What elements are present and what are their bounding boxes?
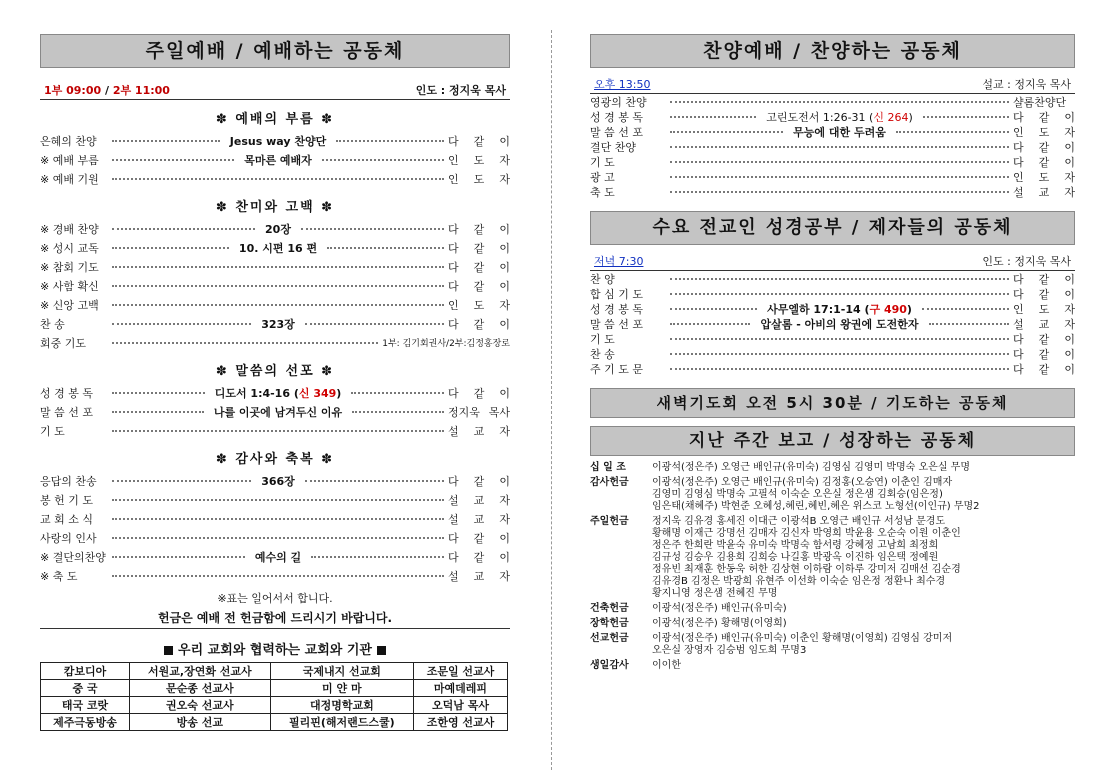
report-names [652, 516, 1075, 600]
order-label: 결단 찬양 [590, 140, 637, 154]
dot-leader [670, 293, 1009, 295]
sunday-column [40, 34, 510, 731]
report-names-line: 황해명 이재근 강명선 김매자 김신자 박영희 박윤용 오순숙 이원 이춘인 [652, 528, 961, 539]
report-banner: 지난 주간 보고 / 성장하는 공동체 [590, 426, 1075, 456]
order-content-end: ) [906, 302, 912, 316]
wednesday-leader: 인도 : 정지욱 목사 [982, 255, 1071, 268]
dot-leader [112, 266, 444, 268]
hymnal-number: 신 349 [298, 386, 337, 400]
order-person: 설 교 자 [1013, 185, 1075, 199]
order-row [40, 509, 510, 528]
report-category: 생일감사 [590, 660, 629, 671]
report-names [652, 618, 1075, 630]
partners-cell: 문순종 선교사 [130, 680, 271, 697]
time-separator: / [101, 84, 113, 97]
order-person: 정지욱 목사 [448, 405, 510, 419]
second-service-time: 2부 11:00 [112, 84, 170, 97]
order-row [590, 271, 1075, 286]
order-label: 교 회 소 식 [40, 512, 93, 526]
report-category: 건축헌금 [590, 603, 629, 614]
order-person: 인 도 자 [448, 172, 510, 186]
order-person: 다 같 이 [1013, 272, 1075, 286]
dot-leader [112, 518, 444, 520]
order-person: 다 같 이 [448, 550, 510, 564]
order-label: 기 도 [590, 155, 615, 169]
report-category: 장학헌금 [590, 618, 629, 629]
order-content [233, 240, 323, 256]
order-person: 다 같 이 [448, 531, 510, 545]
partners-title [40, 639, 510, 658]
partners-title-text: 우리 교회와 협력하는 교회와 기관 [178, 643, 372, 658]
order-label: 합 심 기 도 [590, 287, 643, 301]
order-row [590, 184, 1075, 199]
dot-leader [327, 247, 444, 249]
partners-cell: 방송 선교 [130, 714, 271, 731]
section-heading: ✽ 찬미와 고백 ✽ [215, 200, 335, 215]
dot-leader [929, 323, 1009, 325]
report-entry [590, 603, 1075, 615]
report-names [652, 660, 1075, 672]
dot-leader [670, 338, 1009, 340]
dot-leader [670, 161, 1009, 163]
report-names [652, 462, 1075, 474]
dot-leader [336, 140, 444, 142]
order-content [754, 316, 924, 332]
order-content-text: 366장 [261, 474, 295, 488]
hymnal-number: 구 490 [869, 302, 907, 316]
order-content-text: Jesus way 찬양단 [229, 134, 327, 148]
order-content-text: 디도서 1:4-16 ( [214, 386, 299, 400]
order-label: 찬 양 [590, 272, 615, 286]
order-content [787, 124, 892, 140]
order-row [40, 421, 510, 440]
report-entry [590, 618, 1075, 630]
report-names-line: 임은태(채혜주) 박현준 오혜성,혜린,혜빈,혜은 위스코 노형선(이인규) 무명2 [652, 501, 980, 512]
sunday-leader: 인도 : 정지욱 목사 [415, 84, 506, 97]
dot-leader [670, 146, 1009, 148]
order-person: 인 도 자 [448, 298, 510, 312]
order-person: 다 같 이 [448, 260, 510, 274]
section-heading: ✽ 예배의 부름 ✽ [215, 112, 335, 127]
order-person: 다 같 이 [1013, 155, 1075, 169]
offering-note: 헌금은 예배 전 헌금함에 드리시기 바랍니다. [40, 609, 510, 629]
order-person: 설 교 자 [448, 424, 510, 438]
dot-leader [112, 575, 444, 577]
order-content-text: 10. 시편 16 편 [238, 241, 318, 255]
partners-row [41, 680, 508, 697]
report-names-line: 황지니영 정은샘 전혜진 무명 [652, 588, 778, 599]
dot-leader [112, 247, 229, 249]
partners-cell: 제주극동방송 [41, 714, 130, 731]
order-row [590, 301, 1075, 316]
fold-divider [551, 30, 552, 770]
order-row [40, 383, 510, 402]
partners-cell: 조문일 선교사 [413, 663, 507, 680]
section-heading: ✽ 말씀의 선포 ✽ [215, 364, 335, 379]
partners-cell: 오덕남 목사 [413, 697, 507, 714]
order-content-text: 무능에 대한 두려움 [793, 125, 886, 139]
order-label: 은혜의 찬양 [40, 134, 97, 148]
order-row [40, 547, 510, 566]
order-label: ※ 예배 기원 [40, 172, 99, 186]
order-row [590, 361, 1075, 376]
order-content-text: 323장 [261, 317, 295, 331]
partners-cell: 마예데레피 [413, 680, 507, 697]
order-content-text: 압살롬 - 아비의 왕권에 도전한자 [760, 317, 919, 331]
dot-leader [351, 392, 444, 394]
order-label: ※ 예배 부름 [40, 153, 99, 167]
order-label: ※ 결단의찬양 [40, 550, 106, 564]
order-content [224, 133, 332, 149]
dot-leader [112, 411, 204, 413]
dot-leader [112, 140, 220, 142]
dot-leader [670, 308, 757, 310]
dot-leader [112, 285, 444, 287]
order-row [40, 276, 510, 295]
order-content-text: 목마른 예배자 [244, 153, 312, 167]
dot-leader [112, 342, 378, 344]
order-row [590, 346, 1075, 361]
order-content [238, 152, 318, 168]
order-row [40, 566, 510, 585]
order-label: 말 씀 선 포 [590, 317, 643, 331]
order-content [249, 549, 307, 565]
praise-banner: 찬양예배 / 찬양하는 공동체 [590, 34, 1075, 68]
dawn-prayer-banner: 새벽기도회 오전 5시 30분 / 기도하는 공동체 [590, 388, 1075, 418]
order-row [590, 286, 1075, 301]
dot-leader [112, 499, 444, 501]
dot-leader [301, 228, 444, 230]
report-entry [590, 633, 1075, 657]
order-content-text: 고린도전서 1:26-31 ( [766, 110, 874, 124]
order-label: 성 경 봉 독 [590, 302, 643, 316]
order-person: 샬롬찬양단 [1013, 95, 1067, 109]
dot-leader [112, 480, 251, 482]
order-label: 기 도 [40, 424, 65, 438]
order-person: 다 같 이 [448, 241, 511, 255]
praise-preacher: 설교 : 정지욱 목사 [982, 78, 1071, 91]
dot-leader [923, 116, 1009, 118]
dot-leader [112, 323, 251, 325]
order-label: 말 씀 선 포 [590, 125, 643, 139]
order-person: 다 같 이 [448, 222, 510, 236]
dot-leader [352, 411, 444, 413]
partners-cell: 서원교,장연화 선교사 [130, 663, 271, 680]
order-row [40, 490, 510, 509]
square-bullet-icon [377, 646, 386, 655]
report-names [652, 477, 1075, 513]
dot-leader [311, 556, 444, 558]
report-category: 십 일 조 [590, 462, 626, 473]
order-person: 인 도 자 [1013, 170, 1075, 184]
order-person: 다 같 이 [448, 279, 510, 293]
order-person: 1부: 김기회권사/2부:김정홍장로 [382, 339, 510, 349]
dot-leader [670, 368, 1009, 370]
dot-leader [322, 159, 444, 161]
order-label: 봉 헌 기 도 [40, 493, 93, 507]
order-row [590, 331, 1075, 346]
report-names-line: 이광석(정은주) 오영근 배인규(유미숙) 김영심 김영미 박명숙 오은실 무명 [652, 462, 970, 473]
dot-leader [112, 556, 245, 558]
order-row [40, 150, 510, 169]
order-label: 성 경 봉 독 [40, 386, 93, 400]
report-names-line: 정지욱 김유경 홍세진 이대근 이광석B 오영근 배인규 서성남 문경도 [652, 516, 946, 527]
order-row [40, 257, 510, 276]
partners-row [41, 697, 508, 714]
praise-time: 오후 13:50 [594, 78, 651, 91]
order-row [40, 528, 510, 547]
order-row [40, 471, 510, 490]
order-label: 축 도 [590, 185, 615, 199]
order-row [40, 169, 510, 188]
order-person: 다 같 이 [1013, 347, 1075, 361]
report-names [652, 633, 1075, 657]
order-row [590, 139, 1075, 154]
praise-info-line [590, 76, 1075, 94]
report-category: 선교헌금 [590, 633, 629, 644]
order-person: 다 같 이 [448, 134, 510, 148]
report-names-line: 오은실 장영자 김승범 임도희 무명3 [652, 645, 807, 656]
order-label: 영광의 찬양 [590, 95, 647, 109]
dot-leader [112, 159, 234, 161]
partners-cell: 권오숙 선교사 [130, 697, 271, 714]
dot-leader [305, 323, 444, 325]
order-label: ※ 신앙 고백 [40, 298, 99, 312]
dot-leader [670, 278, 1009, 280]
praise-order-of-service [590, 94, 1075, 199]
order-person: 다 같 이 [1013, 287, 1075, 301]
report-names-line: 김영미 김영심 박명숙 고필석 이숙순 오은실 정은샘 김회승(임은정) [652, 489, 943, 500]
order-row [40, 295, 510, 314]
partners-table [40, 662, 508, 731]
partners-cell: 조한영 선교사 [413, 714, 507, 731]
report-names-line: 이광석(정은주) 배인규(유미숙) 이춘인 황해명(이영희) 김영심 강미저 [652, 633, 953, 644]
order-row [40, 333, 510, 352]
report-names-line: 이광석(정은주) 배인규(유미숙) [652, 603, 787, 614]
order-label: ※ 성시 교독 [40, 241, 99, 255]
order-person: 설 교 자 [448, 512, 510, 526]
order-content [761, 301, 918, 317]
sunday-info-line [40, 82, 510, 100]
report-entry [590, 660, 1075, 672]
dot-leader [305, 480, 444, 482]
dot-leader [896, 131, 1009, 133]
order-person: 다 같 이 [1013, 332, 1075, 346]
order-label: ※ 사함 확신 [40, 279, 99, 293]
order-person: 설 교 자 [448, 493, 510, 507]
order-label: 성 경 봉 독 [590, 110, 643, 124]
report-names-line: 김유경B 김정은 박광희 유현주 이선화 이숙순 임은정 정환나 최수경 [652, 576, 946, 587]
order-content [208, 404, 348, 420]
order-label: 말 씀 선 포 [40, 405, 93, 419]
order-label: ※ 경배 찬양 [40, 222, 99, 236]
weekly-report [590, 462, 1075, 672]
wednesday-order-of-service [590, 271, 1075, 376]
dot-leader [670, 353, 1009, 355]
order-person: 설 교 자 [1013, 317, 1075, 331]
report-names-line: 김규성 김승우 김용희 김희승 나길홍 박광옥 이진하 임은택 정예원 [652, 552, 939, 563]
dot-leader [112, 178, 444, 180]
report-names-line: 이광석(정은주) 황해명(이영희) [652, 618, 787, 629]
partners-cell: 국제내지 선교회 [270, 663, 413, 680]
order-content [760, 109, 919, 125]
order-person: 다 같 이 [1013, 110, 1076, 124]
order-row [590, 109, 1075, 124]
order-label: 광 고 [590, 170, 615, 184]
order-person: 인 도 자 [1013, 302, 1076, 316]
order-row [40, 131, 510, 150]
wednesday-banner: 수요 전교인 성경공부 / 제자들의 공동체 [590, 211, 1075, 245]
wednesday-info-line [590, 253, 1075, 271]
order-label: 찬 송 [40, 317, 65, 331]
wednesday-time: 저녁 7:30 [594, 255, 644, 268]
partners-cell: 필리핀(해저랜드스쿨) [270, 714, 413, 731]
order-row [590, 316, 1075, 331]
square-bullet-icon [164, 646, 173, 655]
order-content-text: 20장 [265, 222, 291, 236]
order-label: 사랑의 인사 [40, 531, 97, 545]
order-person: 다 같 이 [1013, 140, 1075, 154]
order-content-text: 예수의 길 [254, 550, 302, 564]
dot-leader [112, 304, 444, 306]
report-category: 주일헌금 [590, 516, 629, 527]
dot-leader [670, 116, 756, 118]
report-names-line: 정유빈 최재훈 한동욱 허한 김상현 이하람 이하루 강미저 김매선 김순경 [652, 564, 961, 575]
order-content [259, 221, 297, 237]
report-names [652, 603, 1075, 615]
section-heading: ✽ 감사와 축복 ✽ [215, 452, 335, 467]
partners-cell: 태국 코랏 [41, 697, 130, 714]
report-names-line: 이이한 [652, 660, 681, 671]
order-person: 인 도 자 [448, 153, 510, 167]
report-entry [590, 462, 1075, 474]
dot-leader [112, 430, 444, 432]
order-person: 다 같 이 [1013, 362, 1075, 376]
order-label: 주 기 도 문 [590, 362, 643, 376]
order-row [590, 94, 1075, 109]
right-column [590, 34, 1075, 675]
order-row [590, 154, 1075, 169]
order-person: 다 같 이 [448, 474, 510, 488]
dot-leader [112, 228, 255, 230]
order-row [40, 314, 510, 333]
dot-leader [112, 392, 205, 394]
order-label: 응답의 찬송 [40, 474, 97, 488]
order-label: ※ 참회 기도 [40, 260, 99, 274]
order-label: 회중 기도 [40, 336, 87, 350]
order-row [40, 238, 510, 257]
dot-leader [670, 101, 1009, 103]
order-content-text: 사무엘하 17:1-14 ( [767, 302, 870, 316]
order-row [40, 219, 510, 238]
dot-leader [670, 176, 1009, 178]
order-person: 인 도 자 [1013, 125, 1076, 139]
order-label: ※ 축 도 [40, 569, 78, 583]
order-person: 설 교 자 [448, 569, 510, 583]
report-entry [590, 477, 1075, 513]
order-row [590, 169, 1075, 184]
partners-cell: 대정명학교회 [270, 697, 413, 714]
order-row [590, 124, 1075, 139]
report-names-line: 정은주 한희란 박윤숙 유미숙 박명숙 함서령 강혜정 고남희 최정희 [652, 540, 939, 551]
order-content-text: 나를 이곳에 남겨두신 이유 [213, 405, 343, 419]
hymnal-number: 신 264 [873, 110, 909, 124]
dot-leader [670, 131, 783, 133]
order-row [40, 402, 510, 421]
partners-row [41, 663, 508, 680]
order-content [255, 316, 301, 332]
order-content-end: ) [336, 386, 342, 400]
partners-cell: 미 얀 마 [270, 680, 413, 697]
order-label: 찬 송 [590, 347, 615, 361]
partners-cell: 중 국 [41, 680, 130, 697]
order-content-end: ) [908, 110, 913, 124]
first-service-time: 1부 09:00 [44, 84, 102, 97]
report-names-line: 이광석(정은주) 오영근 배인규(유미숙) 김정홍(오승연) 이춘인 김매자 [652, 477, 953, 488]
report-entry [590, 516, 1075, 600]
order-label: 기 도 [590, 332, 615, 346]
dot-leader [670, 323, 750, 325]
order-person: 다 같 이 [448, 317, 510, 331]
dot-leader [670, 191, 1009, 193]
report-category: 감사헌금 [590, 477, 629, 488]
standing-note: ※표는 일어서서 합니다. [217, 592, 333, 605]
partners-cell: 캄보디아 [41, 663, 130, 680]
partners-row [41, 714, 508, 731]
dot-leader [922, 308, 1009, 310]
sunday-banner: 주일예배 / 예배하는 공동체 [40, 34, 510, 68]
dot-leader [112, 537, 444, 539]
order-content [255, 473, 301, 489]
order-person: 다 같 이 [448, 386, 511, 400]
order-content [209, 385, 348, 401]
sunday-order-of-service [40, 108, 510, 585]
